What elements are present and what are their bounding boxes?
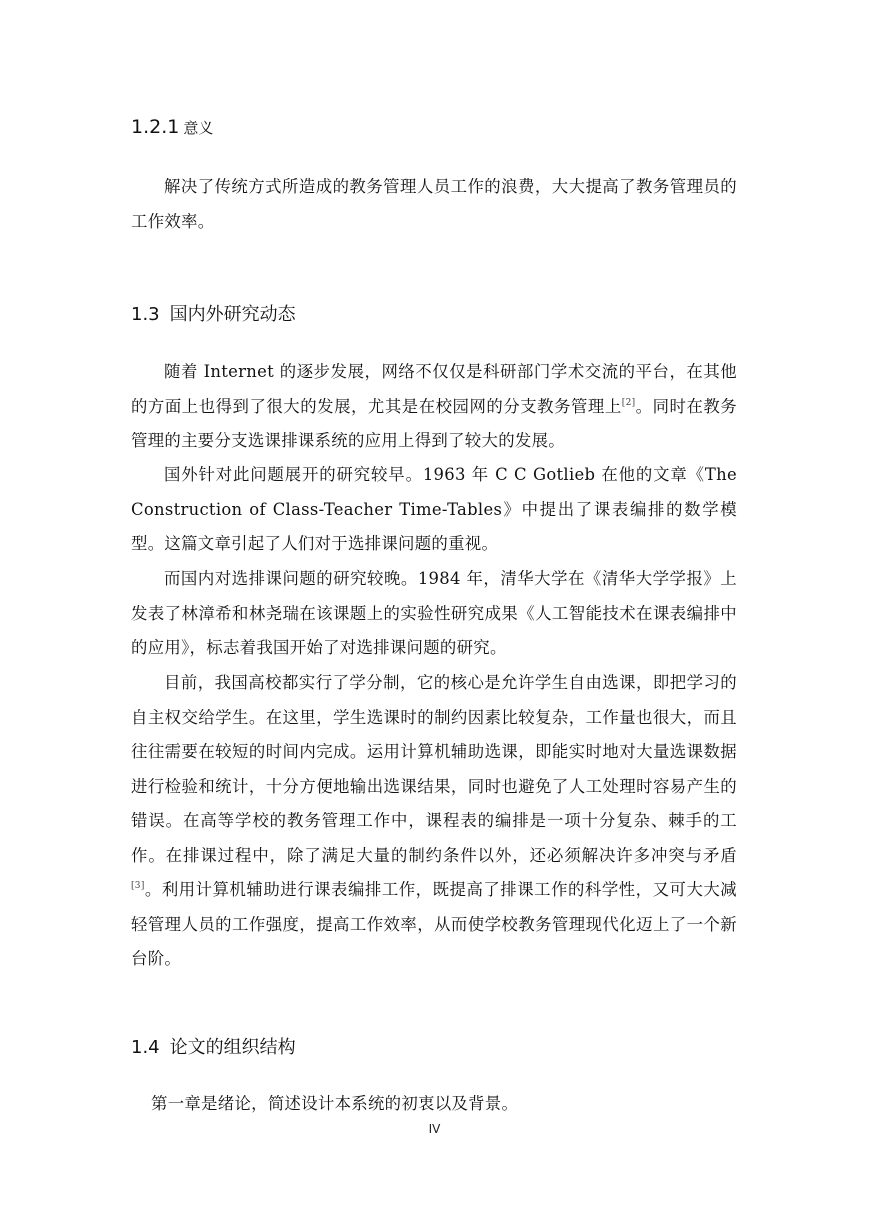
paragraph-current — [131, 666, 737, 977]
paragraph-text: 目前，我国高校都实行了学分制，它的核心是允许学生自由选课，即把学习的自主权交给学生。在这里，学生选课时的制约因素比较复杂，工作量也很大，而且往往需要在较短的时间内完成。运用计算机辅助选课，即能实时地对大量选课数据进行检验和统计，十分方便地输出选课结果，同时也避免了人工处理时容易产生的错误。在高等学校的教务管理工作中，课程表的编排是一项十分复杂、棘手的工作。在排课过程中，除了满足大量的制约条件以外，还必须解决许多冲突与矛盾 — [131, 673, 737, 865]
section-title: 国内外研究动态 — [169, 304, 296, 325]
citation-ref: [2] — [621, 397, 636, 408]
section-number: 1.4 — [131, 1037, 160, 1058]
paragraph-chapter1: 第一章是绪论，简述设计本系统的初衷以及背景。 — [151, 1094, 519, 1113]
section-number: 1.2.1 — [131, 116, 180, 138]
paragraph-significance: 解决了传统方式所造成的教务管理人员工作的浪费，大大提高了教务管理员的工作效率。 — [131, 177, 737, 231]
paragraph-domestic: 而国内对选排课问题的研究较晚。1984 年，清华大学在《清华大学学报》上发表了林漳希和林尧瑞在该课题上的实验性研究成果《人工智能技术在课表编排中的应用》，标志着我国开始了对选排课问题的研究。 — [131, 569, 737, 657]
paragraph-text: 随着 Internet 的逐步发展，网络不仅仅是科研部门学术交流的平台，在其他的方面上也得到了很大的发展，尤其是在校园网的分支教务管理上 — [131, 362, 737, 416]
section-title: 论文的组织结构 — [169, 1037, 296, 1058]
paragraph-abroad: 国外针对此问题展开的研究较早。1963 年 C C Gotlieb 在他的文章《The Construction of Class-Teacher Time-Tables》中提出了课表编排的数学模型。这篇文章引起了人们对于选排课问题的重视。 — [131, 465, 737, 553]
citation-ref: [3] — [131, 881, 145, 891]
page-number: IV — [428, 1122, 441, 1136]
paragraph-internet — [131, 355, 737, 459]
section-title: 意义 — [183, 119, 214, 137]
section-heading-1-4 — [131, 1033, 296, 1059]
paragraph-text: 。同时在教务管理的主要分支选课排课系统的应用上得到了较大的发展。 — [131, 396, 737, 450]
paragraph-text: 。利用计算机辅助进行课表编排工作，既提高了排课工作的科学性，又可大大减轻管理人员的工作强度，提高工作效率，从而使学校教务管理现代化迈上了一个新台阶。 — [131, 880, 737, 968]
section-number: 1.3 — [131, 304, 160, 325]
section-heading-1-3 — [131, 300, 296, 326]
section-heading-1-2-1 — [131, 116, 213, 138]
